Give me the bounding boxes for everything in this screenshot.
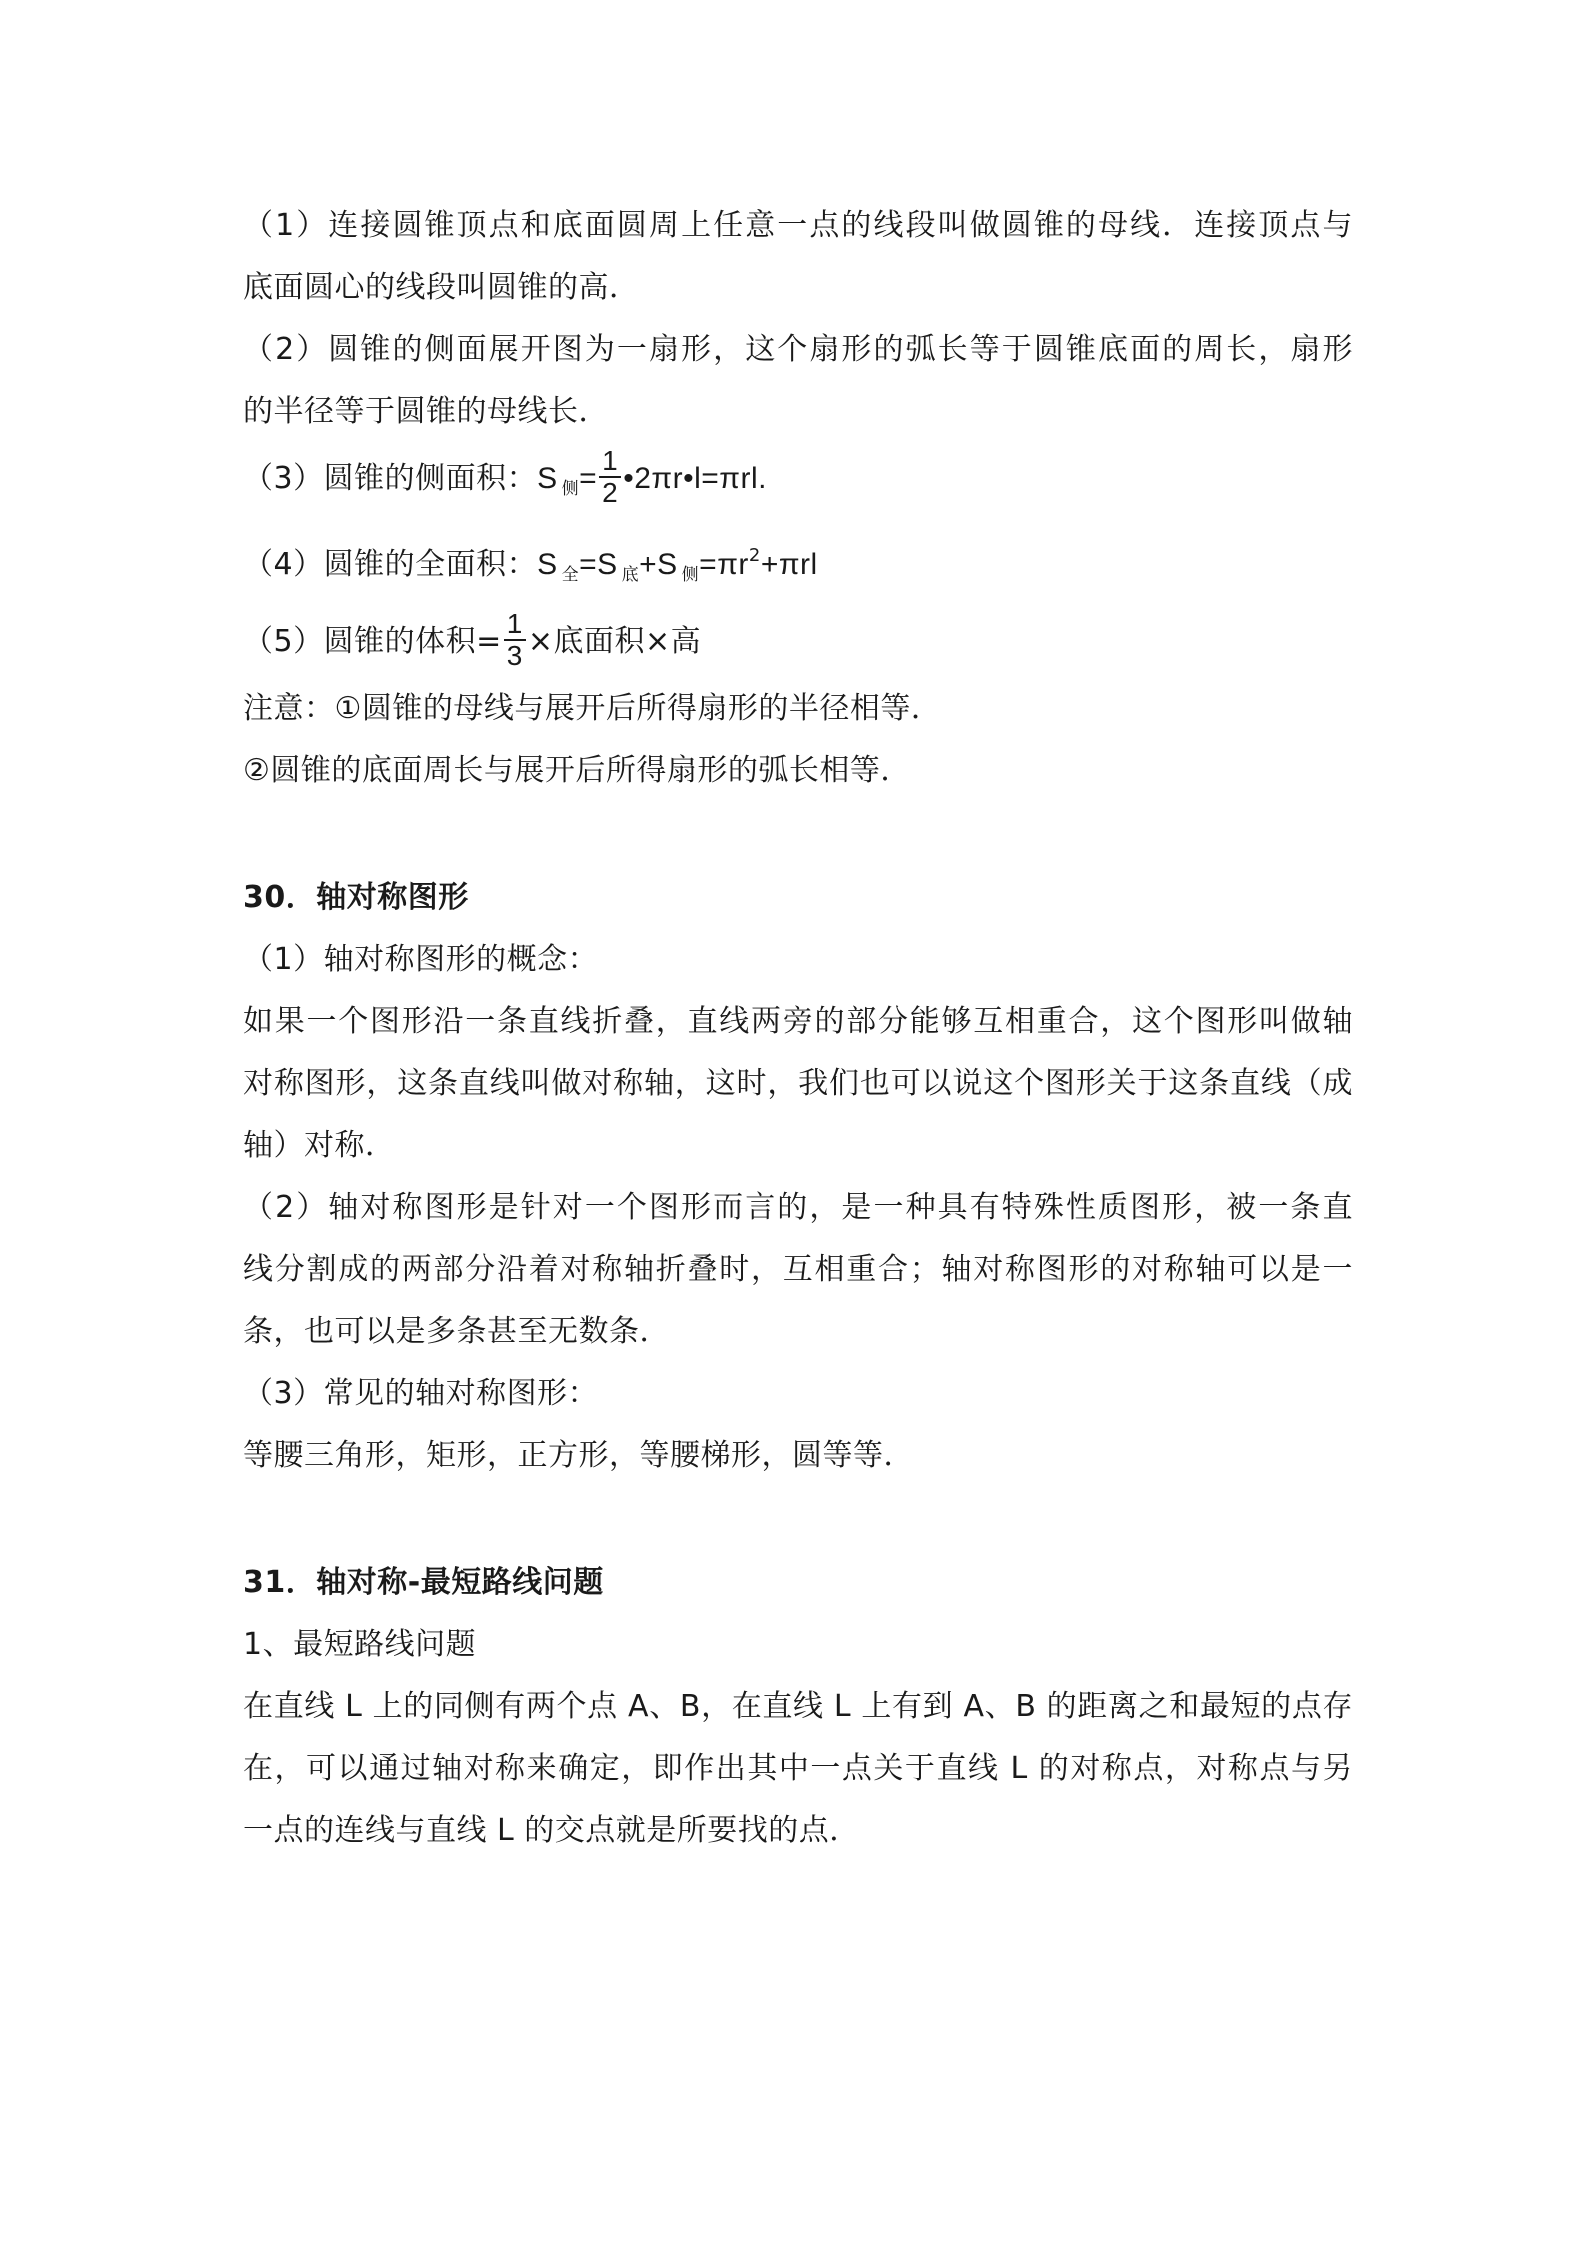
formula-subscript: 全	[561, 565, 580, 585]
fraction-one-third	[504, 609, 526, 671]
formula-prefix: （5）圆锥的体积=	[243, 624, 502, 659]
formula-rest: •2πr•l=πrl.	[623, 462, 767, 495]
fraction-numerator: 1	[599, 446, 621, 478]
section-31-heading: 31．轴对称-最短路线问题	[243, 1565, 604, 1600]
cone-volume-formula	[243, 606, 1353, 678]
section-30-examples: 等腰三角形，矩形，正方形，等腰梯形，圆等等．	[243, 1438, 914, 1473]
section-30-sub3: （3）常见的轴对称图形：	[243, 1376, 599, 1411]
fraction-one-half	[599, 446, 621, 508]
section-30-def-line3: 轴）对称．	[243, 1128, 396, 1163]
cone-p1-line1: （1）连接圆锥顶点和底面圆周上任意一点的线段叫做圆锥的母线．连接顶点与	[243, 208, 1353, 243]
section-30-heading: 30．轴对称图形	[243, 880, 469, 915]
cone-lateral-area-formula	[243, 443, 1353, 525]
formula-symbol: S	[537, 548, 558, 581]
formula-equals: =	[579, 462, 598, 495]
formula-part: =S	[579, 548, 618, 581]
formula-subscript: 侧	[561, 479, 580, 499]
formula-subscript: 底	[621, 565, 640, 585]
cone-total-area-formula	[243, 525, 1353, 606]
formula-part: +πrl	[760, 548, 818, 581]
formula-rest: ×底面积×高	[527, 624, 702, 659]
section-31-line3: 一点的连线与直线 L 的交点就是所要找的点．	[243, 1813, 860, 1848]
formula-superscript: 2	[748, 545, 761, 566]
section-31-sub1: 1、最短路线问题	[243, 1627, 477, 1662]
section-gap	[243, 802, 1353, 867]
section-31-line1: 在直线 L 上的同侧有两个点 A、B，在直线 L 上有到 A、B 的距离之和最短的点存	[243, 1689, 1353, 1724]
section-gap	[243, 1487, 1353, 1552]
cone-note-1: 注意：①圆锥的母线与展开后所得扇形的半径相等．	[243, 691, 942, 726]
section-30-def-line2: 对称图形，这条直线叫做对称轴，这时，我们也可以说这个图形关于这条直线（成	[243, 1066, 1353, 1101]
cone-p2-line2: 的半径等于圆锥的母线长．	[243, 394, 609, 429]
section-30-p2-line2: 线分割成的两部分沿着对称轴折叠时，互相重合；轴对称图形的对称轴可以是一	[243, 1252, 1353, 1287]
fraction-denominator: 2	[602, 476, 619, 508]
cone-note-2: ②圆锥的底面周长与展开后所得扇形的弧长相等．	[243, 753, 911, 788]
formula-subscript: 侧	[681, 565, 700, 585]
section-31-line2: 在，可以通过轴对称来确定，即作出其中一点关于直线 L 的对称点，对称点与另	[243, 1751, 1353, 1786]
section-30-p2-line1: （2）轴对称图形是针对一个图形而言的，是一种具有特殊性质图形，被一条直	[243, 1190, 1353, 1225]
formula-prefix: （3）圆锥的侧面积：	[243, 461, 538, 496]
formula-part: =πr	[699, 548, 749, 581]
formula-symbol: S	[537, 462, 558, 495]
section-30-p2-line3: 条，也可以是多条甚至无数条．	[243, 1314, 670, 1349]
section-30-sub1: （1）轴对称图形的概念：	[243, 942, 599, 977]
formula-prefix: （4）圆锥的全面积：	[243, 547, 538, 582]
cone-p2-line1: （2）圆锥的侧面展开图为一扇形，这个扇形的弧长等于圆锥底面的周长，扇形	[243, 332, 1353, 367]
document-body	[243, 195, 1353, 1862]
fraction-numerator: 1	[504, 609, 526, 641]
cone-p1-line2: 底面圆心的线段叫圆锥的高．	[243, 270, 640, 305]
section-30-def-line1: 如果一个图形沿一条直线折叠，直线两旁的部分能够互相重合，这个图形叫做轴	[243, 1004, 1353, 1039]
formula-part: +S	[639, 548, 678, 581]
fraction-denominator: 3	[506, 639, 523, 671]
